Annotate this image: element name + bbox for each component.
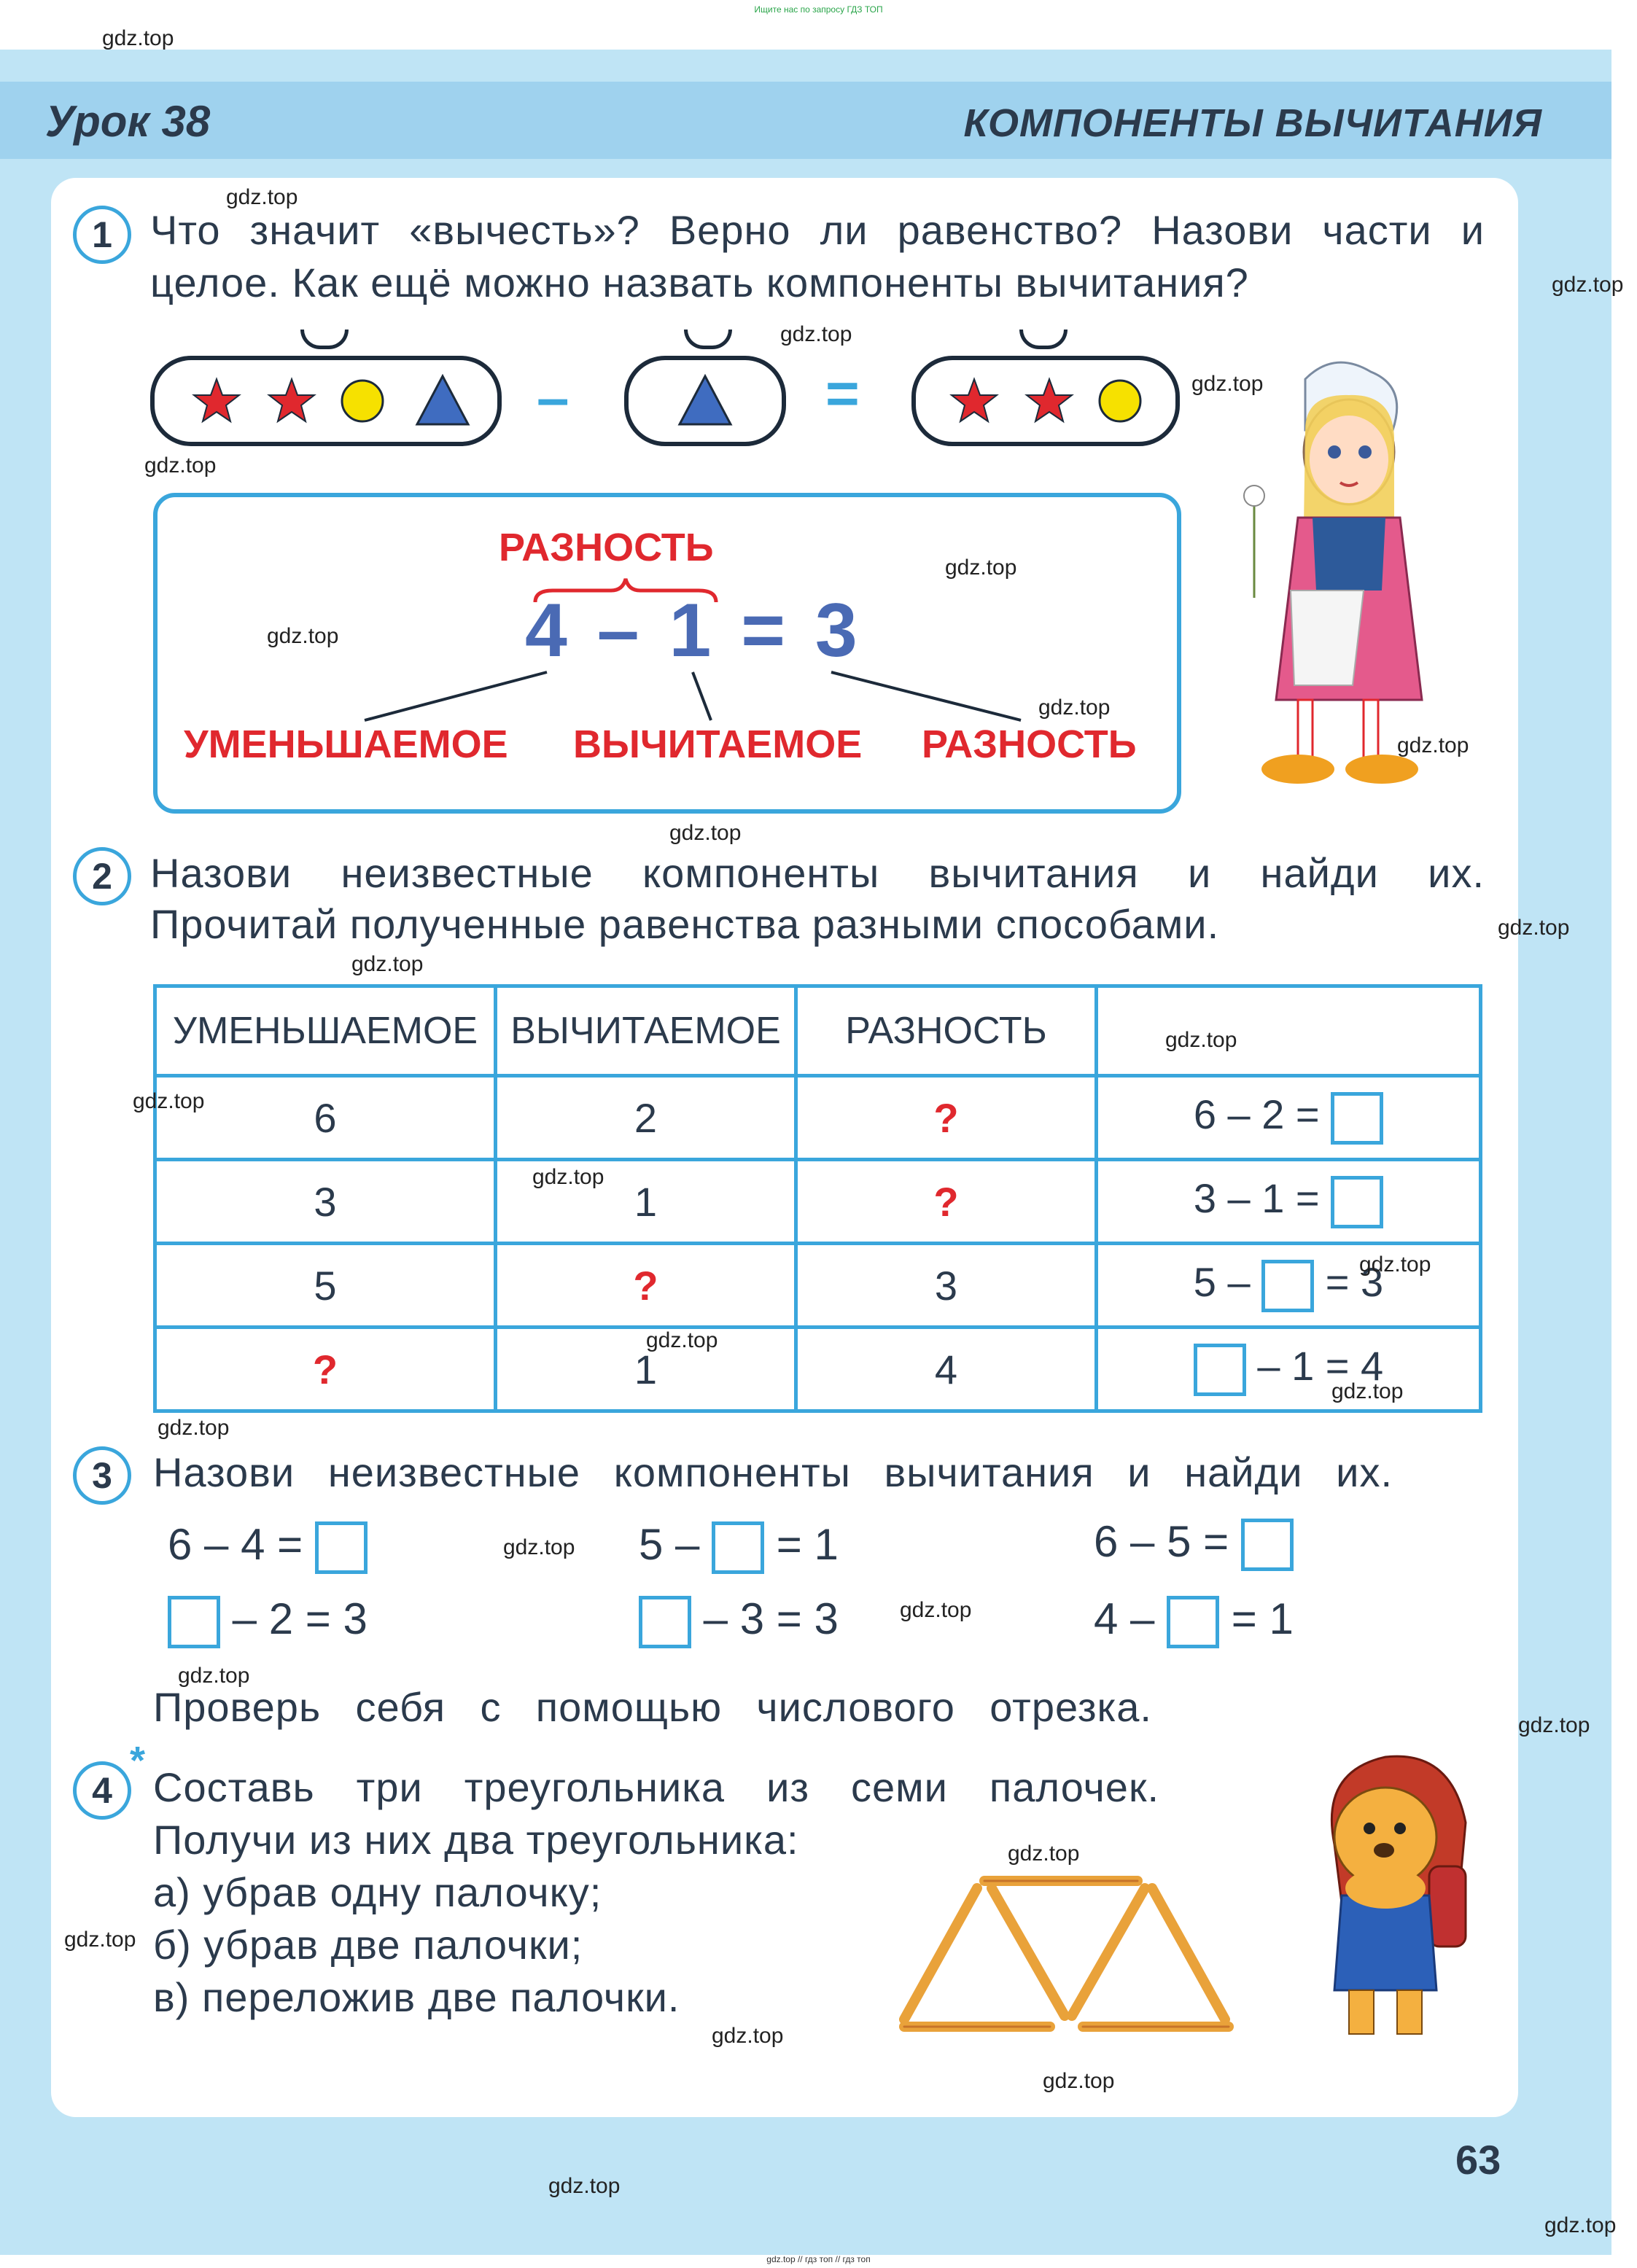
equation-row	[639, 1519, 839, 1574]
answer-box[interactable]	[1331, 1092, 1383, 1145]
equation-text: 6 – 4 =	[168, 1520, 303, 1569]
answer-box[interactable]	[639, 1596, 691, 1648]
cell-minuend: ?	[155, 1328, 496, 1411]
watermark: gdz.top	[532, 1165, 604, 1189]
equation-text: 6 – 2 =	[1193, 1091, 1320, 1138]
task4-line2: Получи из них два треугольника:	[153, 1817, 799, 1863]
set-pill-whole	[150, 356, 502, 446]
header-difference: РАЗНОСТЬ	[796, 986, 1097, 1076]
watermark: gdz.top	[178, 1664, 250, 1688]
lesson-number: Урок 38	[45, 97, 211, 146]
task-number-4: 4	[73, 1761, 131, 1820]
watermark: gdz.top	[900, 1598, 972, 1622]
equation-row	[168, 1519, 368, 1574]
table-header-row	[155, 986, 1481, 1076]
watermark: gdz.top	[226, 185, 298, 209]
equation-text: – 2 = 3	[232, 1594, 368, 1643]
minuend-label: УМЕНЬШАЕМОЕ	[184, 722, 508, 766]
page-title: КОМПОНЕНТЫ ВЫЧИТАНИЯ	[963, 101, 1542, 145]
top-note: Ищите нас по запросу ГДЗ ТОП	[754, 4, 883, 15]
equals-sign: =	[825, 361, 860, 426]
task1-text-line2: целое. Как ещё можно назвать компоненты вычитания?	[150, 260, 1249, 305]
yellow-circle-icon	[1100, 381, 1140, 421]
blue-triangle-icon	[417, 376, 468, 424]
task4-line1: Составь три треугольника из семи палочек.	[153, 1764, 1159, 1810]
equation-row	[1094, 1594, 1294, 1648]
answer-box[interactable]	[168, 1596, 220, 1648]
subtrahend-label: ВЫЧИТАЕМОЕ	[573, 722, 863, 766]
cell-minuend: 5	[155, 1244, 496, 1328]
hedgehog-illustration	[1305, 1742, 1480, 2056]
red-star-icon	[194, 379, 239, 421]
header-minuend: УМЕНЬШАЕМОЕ	[155, 986, 496, 1076]
watermark: gdz.top	[503, 1535, 575, 1559]
cell-minuend: 6	[155, 1076, 496, 1160]
equation-text: 5 –	[639, 1520, 700, 1569]
watermark: gdz.top	[64, 1928, 136, 1952]
watermark: gdz.top	[1191, 372, 1264, 396]
watermark: gdz.top	[1518, 1713, 1590, 1737]
equation-text: 6 – 5 =	[1094, 1517, 1229, 1566]
matchstick	[1152, 1888, 1225, 2019]
cell-difference: ?	[796, 1076, 1097, 1160]
pointer-lines	[292, 656, 1167, 729]
equation-text: 5 –	[1193, 1259, 1251, 1306]
watermark: gdz.top	[1397, 733, 1469, 757]
task1-text-line1: Что значит «вычесть»? Верно ли равенство? Назови части и	[150, 207, 1485, 253]
asterisk-icon: *	[130, 1739, 146, 1782]
header-equation	[1097, 986, 1481, 1076]
table-row	[155, 1244, 1481, 1328]
equation-text: = 1	[1231, 1594, 1294, 1643]
cell-equation	[1097, 1160, 1481, 1244]
equation-text: – 1 = 4	[1257, 1343, 1384, 1390]
cell-difference: 3	[796, 1244, 1097, 1328]
cell-subtrahend: 2	[496, 1076, 796, 1160]
equation-text: – 3 = 3	[703, 1594, 839, 1643]
cell-equation	[1097, 1328, 1481, 1411]
matchsticks-triangles	[890, 1866, 1254, 2041]
watermark: gdz.top	[102, 26, 174, 50]
red-star-icon	[1027, 379, 1072, 421]
task4-line5: в) переложив две палочки.	[153, 1974, 680, 2020]
footer-note: gdz.top // гдз топ // гдз топ	[766, 2254, 871, 2264]
table-row	[155, 1076, 1481, 1160]
equation: 4 – 1 = 3	[525, 588, 862, 673]
answer-box[interactable]	[712, 1521, 764, 1574]
shapes-group	[629, 360, 782, 442]
watermark: gdz.top	[158, 1416, 230, 1440]
task-number-3: 3	[73, 1446, 131, 1505]
blue-triangle-icon	[680, 376, 731, 424]
task3-check-text: Проверь себя с помощью числового отрезка.	[153, 1684, 1152, 1730]
watermark: gdz.top	[1552, 273, 1624, 297]
task2-text-line1: Назови неизвестные компоненты вычитания и найди их.	[150, 850, 1485, 896]
watermark: gdz.top	[1331, 1379, 1404, 1403]
watermark: gdz.top	[1165, 1028, 1237, 1052]
table-row	[155, 1160, 1481, 1244]
watermark: gdz.top	[548, 2174, 621, 2198]
answer-box[interactable]	[315, 1521, 368, 1574]
watermark: gdz.top	[1043, 2069, 1115, 2093]
minus-sign: –	[537, 365, 569, 430]
task-number-2: 2	[73, 847, 131, 905]
equation-text: = 3	[1325, 1259, 1384, 1306]
difference-label: РАЗНОСТЬ	[922, 722, 1137, 766]
yellow-circle-icon	[342, 381, 383, 421]
task4-line3: а) убрав одну палочку;	[153, 1869, 602, 1915]
answer-box[interactable]	[1331, 1176, 1383, 1228]
equation-text: 4 –	[1094, 1594, 1155, 1643]
watermark: gdz.top	[1498, 916, 1570, 940]
matchstick	[1072, 1888, 1145, 2016]
cell-subtrahend: ?	[496, 1244, 796, 1328]
components-table	[153, 984, 1482, 1413]
equation-row	[639, 1594, 839, 1648]
matchstick	[992, 1888, 1065, 2016]
watermark: gdz.top	[945, 556, 1017, 580]
watermark: gdz.top	[646, 1328, 718, 1352]
watermark: gdz.top	[267, 624, 339, 648]
equation-row	[1094, 1516, 1294, 1571]
set-pill-subtrahend	[624, 356, 786, 446]
watermark: gdz.top	[133, 1089, 205, 1113]
task3-text: Назови неизвестные компоненты вычитания и найди их.	[153, 1449, 1393, 1495]
equation-row	[168, 1594, 368, 1648]
equation-text: 3 – 1 =	[1193, 1175, 1320, 1222]
table-row	[155, 1328, 1481, 1411]
watermark: gdz.top	[144, 453, 217, 478]
watermark: gdz.top	[351, 952, 424, 976]
task2-text-line2: Прочитай полученные равенства разными способами.	[150, 901, 1220, 947]
page-number: 63	[1455, 2137, 1501, 2183]
header-subtrahend: ВЫЧИТАЕМОЕ	[496, 986, 796, 1076]
red-star-icon	[269, 379, 314, 421]
watermark: gdz.top	[712, 2024, 784, 2048]
cell-subtrahend: 1	[496, 1160, 796, 1244]
watermark: gdz.top	[1038, 695, 1111, 720]
answer-box[interactable]	[1167, 1596, 1219, 1648]
cell-difference: ?	[796, 1160, 1097, 1244]
task4-line4: б) убрав две палочки;	[153, 1922, 583, 1968]
cell-difference: 4	[796, 1328, 1097, 1411]
shapes-group	[155, 360, 497, 442]
answer-box[interactable]	[1241, 1519, 1294, 1571]
cell-minuend: 3	[155, 1160, 496, 1244]
answer-box[interactable]	[1261, 1260, 1314, 1312]
watermark: gdz.top	[1544, 2213, 1617, 2237]
set-pill-difference	[911, 356, 1180, 446]
task-number-1: 1	[73, 206, 131, 264]
red-star-icon	[952, 379, 997, 421]
shapes-group	[916, 360, 1175, 442]
difference-top-label: РАЗНОСТЬ	[499, 526, 714, 569]
equation-text: = 1	[776, 1520, 839, 1569]
cell-subtrahend: 1	[496, 1328, 796, 1411]
cell-equation	[1097, 1076, 1481, 1160]
matchstick	[904, 1888, 977, 2019]
watermark: gdz.top	[780, 322, 852, 346]
watermark: gdz.top	[669, 821, 742, 845]
answer-box[interactable]	[1194, 1344, 1246, 1396]
watermark: gdz.top	[1008, 1842, 1080, 1866]
watermark: gdz.top	[1359, 1252, 1431, 1277]
